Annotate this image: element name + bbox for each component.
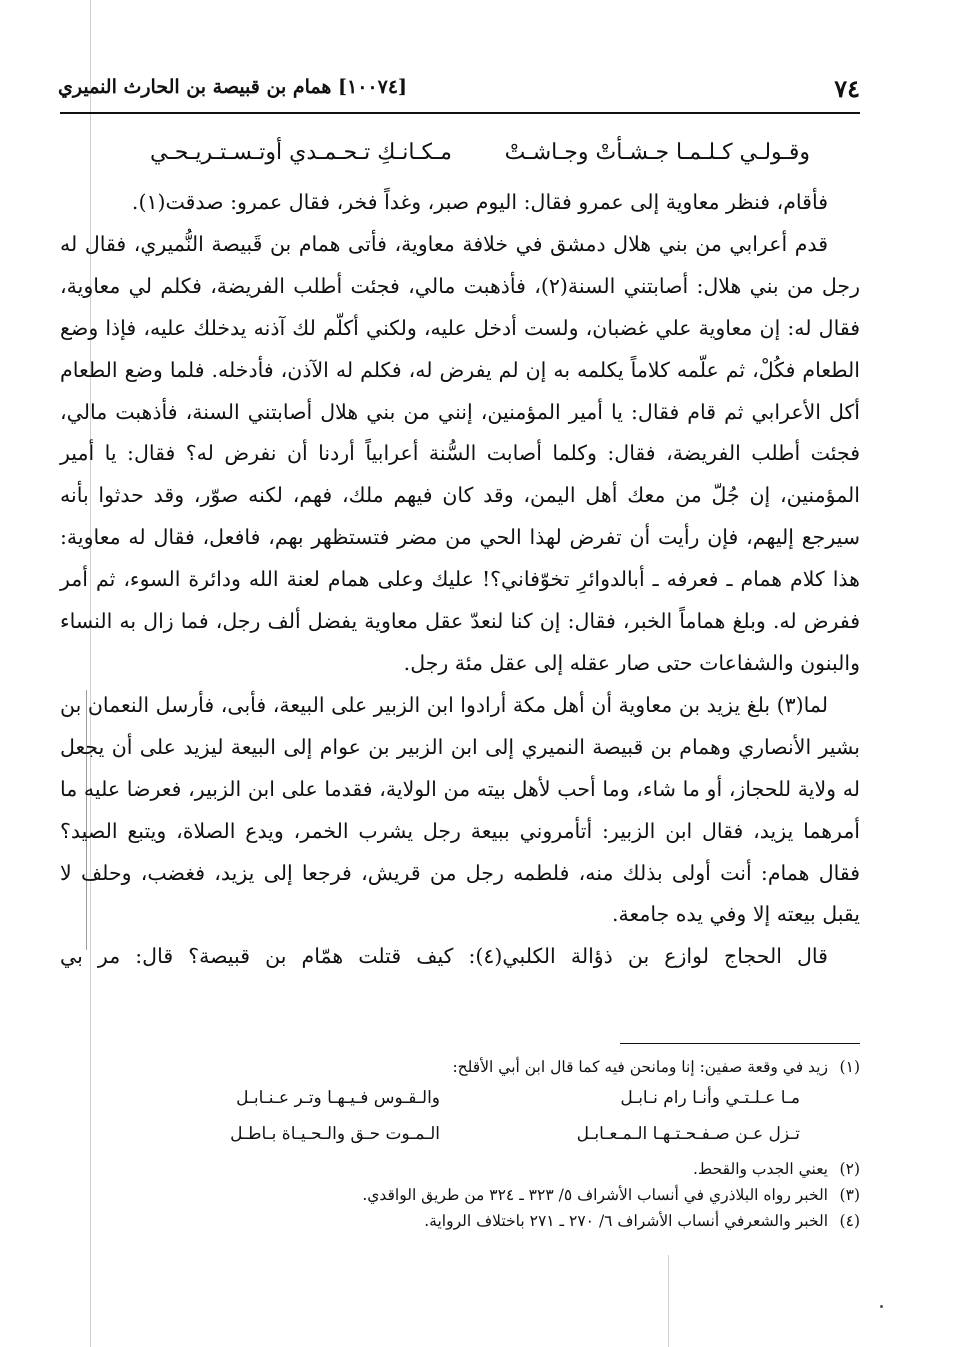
page-number: ٧٤ xyxy=(834,74,860,103)
main-text xyxy=(60,182,860,978)
footnote-text: زيد في وقعة صفين: إنا ومانحن فيه كما قال ابن أبي الأقلح: xyxy=(452,1058,828,1076)
footnote-text: الخبر رواه البلاذري في أنساب الأشراف ٥/ ٣٢٣ ـ ٣٢٤ من طريق الواقدي. xyxy=(362,1186,828,1204)
scan-artifact-line xyxy=(668,1255,669,1347)
verse-hemistich-second: مـكـانـكِ تـحـمـدي أوتـسـتـريـحـي xyxy=(150,140,452,165)
running-head: [١٠٠٧٤] همام بن قبيصة بن الحارث النميري xyxy=(58,76,408,98)
poem-verse xyxy=(150,140,810,180)
footnote-verse xyxy=(120,1124,860,1160)
paragraph: لما(٣) بلغ يزيد بن معاوية أن أهل مكة أرادوا ابن الزبير على البيعة، فأبى، فأرسل النعمان بن بشير الأنصاري وهمام بن قبيصة النميري إلى ابن الزبير بن عوام إلى البيعة ليزيد على أن يجعل له ولاية للحجاز، أو ما شاء، وما أحب لأهل بيته من الولاية، فقدما على ابن الزبير، فعرضا عليه ما أمرهما يزيد، فقال ابن الزبير: أتأمروني ببيعة رجل يشرب الخمر، ويدع الصلاة، ويتبع الصيد؟ فقال همام: أنت أولى بذلك منه، فلطمه رجل من قريش، فرجعا إلى يزيد، فغضب، وحلف لا يقبل بيعته إلا وفي يده جامعة. xyxy=(60,692,860,927)
footnote-number: (١) xyxy=(839,1058,860,1076)
verse-hemistich-second: الـمـوت حـق والـحـيـاة بـاطـل xyxy=(230,1124,440,1144)
footnote-number: (٤) xyxy=(839,1212,860,1230)
footnote-4 xyxy=(120,1212,860,1238)
footnote-2 xyxy=(120,1160,860,1186)
header-rule xyxy=(60,112,860,114)
footnote-3 xyxy=(120,1186,860,1212)
verse-hemistich-second: والـقـوس فـيـهـا وتـر عـنـابـل xyxy=(236,1088,440,1108)
scan-speck xyxy=(880,1305,883,1308)
paragraph: قال الحجاج لوازع بن ذؤالة الكلبي(٤): كيف قتلت همّام بن قبيصة؟ قال: مر بي xyxy=(60,944,828,969)
footnote-text: الخبر والشعرفي أنساب الأشراف ٦/ ٢٧٠ ـ ٢٧١ باختلاف الرواية. xyxy=(424,1212,828,1230)
footnote-1 xyxy=(120,1058,860,1088)
footnote-verse xyxy=(120,1088,860,1124)
footnote-text: يعني الجدب والقحط. xyxy=(692,1160,828,1178)
paragraph: قدم أعرابي من بني هلال دمشق في خلافة معاوية، فأتى همام بن قَبيصة النُّميري، فقال له رجل من بني هلال: أصابتني السنة(٢)، فأذهبت مالي، فجئت أطلب الفريضة، فكلم لي معاوية، فقال له: إن معاوية علي غضبان، ولست أدخل عليه، ولكني أكلّم لك آذنه يدخلك عليه، فإذا وضع الطعام فكُلْ، ثم علّمه كلاماً يكلمه به إن لم يفرض له، فكلم له الآذن، فأدخله. فلما وضع الطعام أكل الأعرابي ثم قام فقال: يا أمير المؤمنين، إنني من بني هلال أصابتني السنة، فأذهبت مالي، فجئت أطلب الفريضة، فقال: وكلما أصابت السُّنة أعرابياً أردنا أن نفرض له؟ فقال: يا أمير المؤمنين، إن جُلّ من معك أهل اليمن، وقد كان فيهم ملك، فهم، لكنه صوّر، وقد حدثوا بأنه سيرجع إليهم، فإن رأيت أن تفرض لهذا الحي من مضر فتستظهر بهم، فافعل، فقال له معاوية: هذا كلام همام ـ فعرفه ـ أبالدوائرِ تخوّفاني؟! عليك وعلى همام لعنة الله ودائرة السوء، ثم أمر ففرض له. وبلغ هماماً الخبر، فقال: إن كنا لنعدّ عقل معاوية يفضل ألف رجل، فما زال به النساء والبنون والشفاعات حتى صار عقله إلى عقل مئة رجل. xyxy=(60,231,860,675)
page-header xyxy=(58,72,860,112)
footnote-number: (٣) xyxy=(839,1186,860,1204)
verse-hemistich-first: وقـولـي كـلـمـا جـشـأتْ وجـاشـتْ xyxy=(504,140,810,165)
verse-hemistich-first: مـا عـلـتـي وأنـا رام نـابـل xyxy=(620,1088,800,1108)
verse-hemistich-first: تـزل عـن صـفـحـتـهـا الـمـعـابـل xyxy=(576,1124,800,1144)
footnote-number: (٢) xyxy=(839,1160,860,1178)
footnotes xyxy=(120,1058,860,1238)
paragraph: فأقام، فنظر معاوية إلى عمرو فقال: اليوم صبر، وغداً فخر، فقال عمرو: صدقت(١). xyxy=(131,190,828,214)
footnote-rule xyxy=(620,1043,860,1044)
